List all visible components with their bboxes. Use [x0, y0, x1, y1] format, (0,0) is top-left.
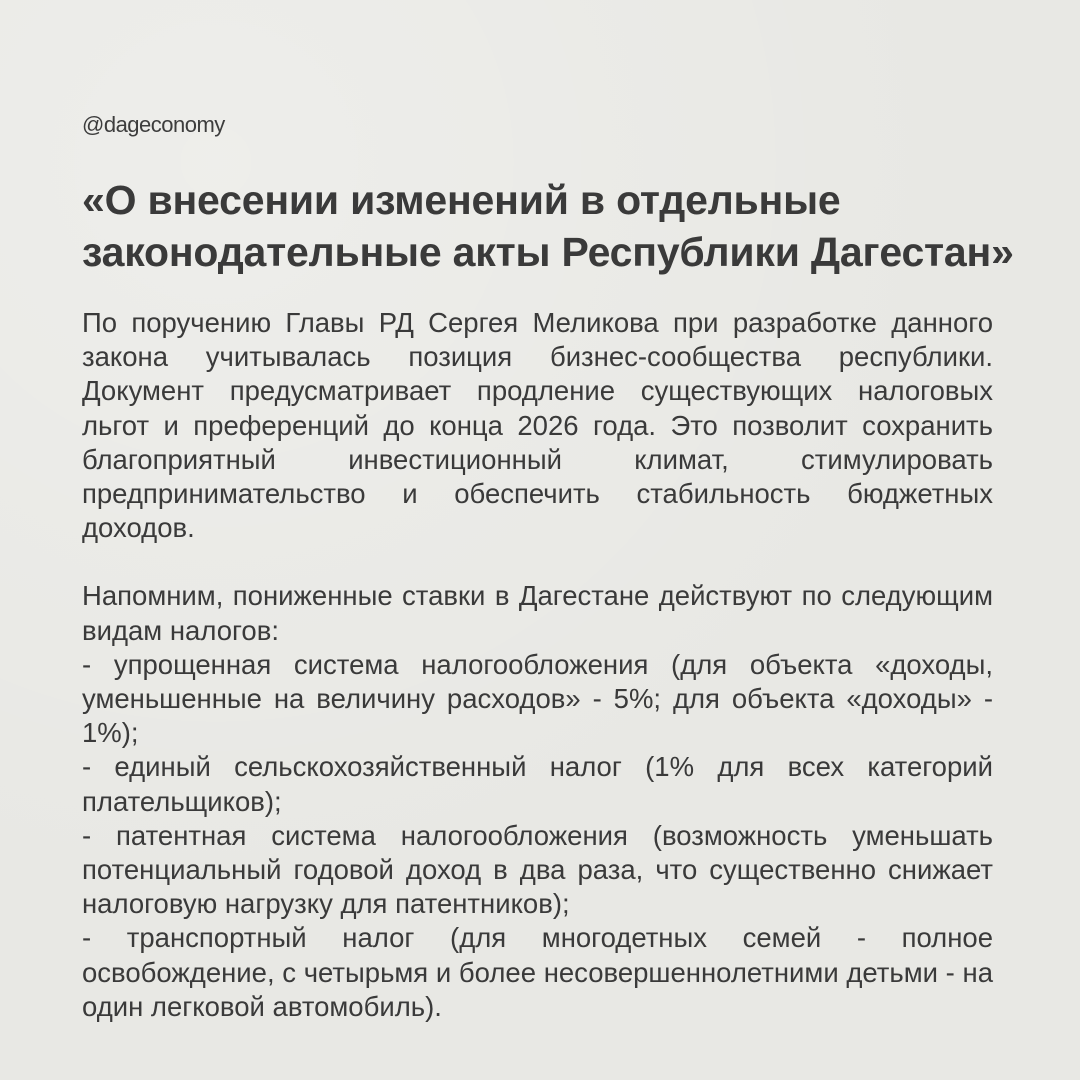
tax-item-usn: - упрощенная система налогообложения (для объекта «доходы, уменьшенные на величину расходов» - 5%; для объекта «доходы» - 1%);: [82, 648, 993, 749]
tax-item-eshn: - единый сельскохозяйственный налог (1% для всех категорий плательщиков);: [82, 751, 993, 817]
document-title: «О внесении изменений в отдельные законодательные акты Республики Дагестан»: [82, 177, 1014, 275]
paragraph-spacer: [82, 545, 993, 579]
tax-item-transport: - транспортный налог (для многодетных семей - полное освобождение, с четырьмя и более несовершеннолетними детьми - на один легковой автомобиль).: [82, 922, 993, 1022]
paragraph-taxes-intro: Напомним, пониженные ставки в Дагестане действуют по следующим видам налогов:: [82, 580, 993, 646]
account-handle: @dageconomy: [82, 112, 225, 137]
paragraph-intro: По поручению Главы РД Сергея Меликова при разработке данного закона учитывалась позиция бизнес-сообщества республики. Документ предусматривает продление существующих налоговых льгот и преференций до конца 2026 года. Это позволит сохранить благоприятный инвестиционный климат, стимулировать предпринимательство и обеспечить стабильность бюджетных доходов.: [82, 307, 993, 544]
body-text: [82, 306, 993, 1024]
tax-item-patent: - патентная система налогообложения (возможность уменьшать потенциальный годовой доход в два раза, что существенно снижает налоговую нагрузку для патентников);: [82, 819, 993, 920]
